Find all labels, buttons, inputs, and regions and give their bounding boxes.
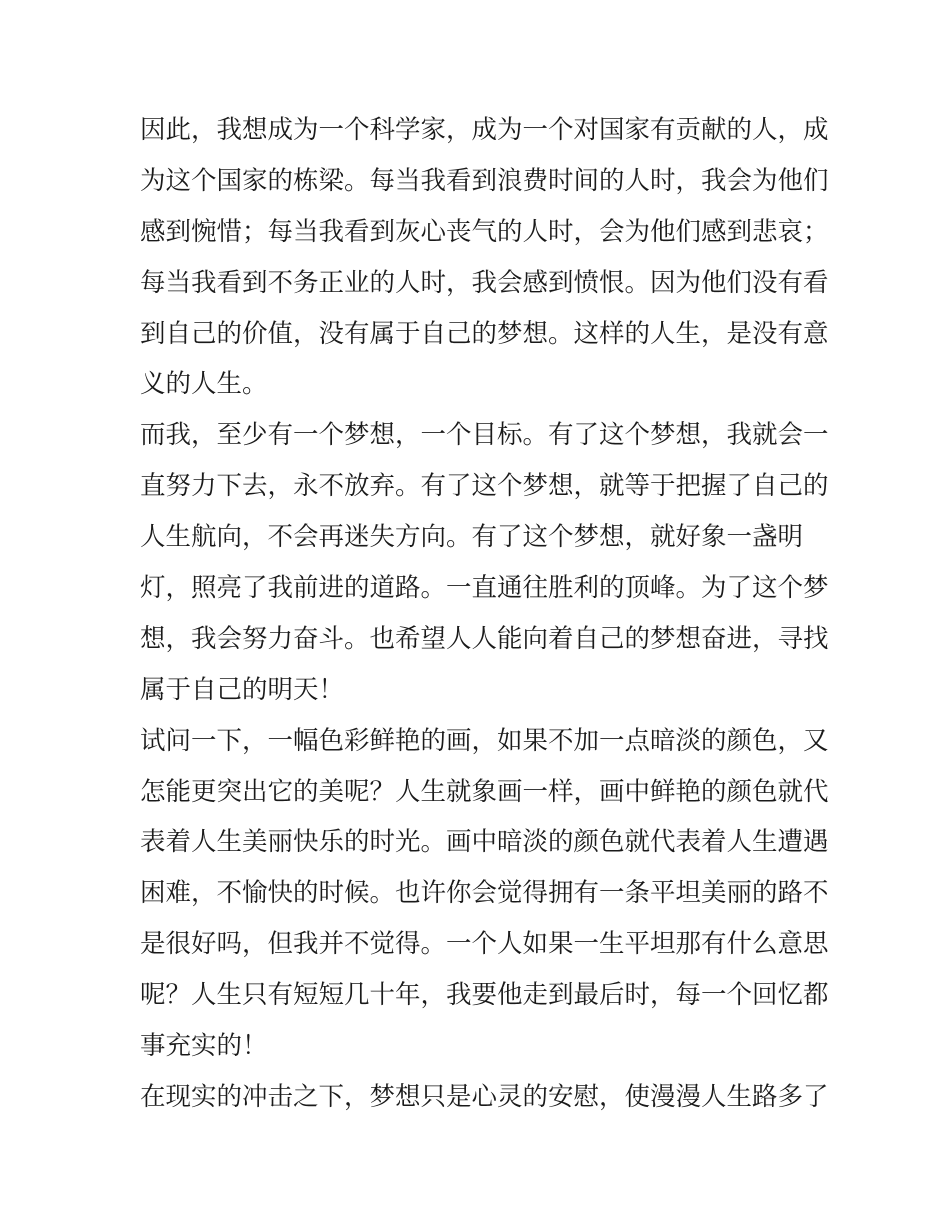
text-line: 是很好吗，但我并不觉得。一个人如果一生平坦那有什么意思 — [140, 929, 829, 960]
text-line: 事充实的！ — [140, 1031, 268, 1062]
text-line: 怎能更突出它的美呢？人生就象画一样，画中鲜艳的颜色就代 — [140, 776, 829, 807]
text-line: 感到惋惜；每当我看到灰心丧气的人时，会为他们感到悲哀； — [140, 216, 829, 247]
text-line: 义的人生。 — [140, 369, 268, 400]
text-line: 人生航向，不会再迷失方向。有了这个梦想，就好象一盏明 — [140, 522, 804, 553]
text-line: 因此，我想成为一个科学家，成为一个对国家有贡献的人，成 — [140, 115, 829, 145]
text-line: 表着人生美丽快乐的时光。画中暗淡的颜色就代表着人生遭遇 — [140, 827, 829, 858]
text-line: 呢？人生只有短短几十年，我要他走到最后时，每一个回忆都 — [140, 980, 829, 1011]
text-line: 为这个国家的栋梁。每当我看到浪费时间的人时，我会为他们 — [140, 165, 829, 196]
text-line: 每当我看到不务正业的人时，我会感到愤恨。因为他们没有看 — [140, 267, 829, 298]
text-line: 在现实的冲击之下，梦想只是心灵的安慰，使漫漫人生路多了 — [140, 1081, 829, 1112]
text-line: 想，我会努力奋斗。也希望人人能向着自己的梦想奋进，寻找 — [140, 623, 829, 654]
text-line: 困难，不愉快的时候。也许你会觉得拥有一条平坦美丽的路不 — [140, 878, 829, 909]
text-line: 到自己的价值，没有属于自己的梦想。这样的人生，是没有意 — [140, 318, 829, 349]
text-line: 灯，照亮了我前进的道路。一直通往胜利的顶峰。为了这个梦 — [140, 573, 829, 604]
body-text — [140, 105, 829, 1123]
text-line: 试问一下，一幅色彩鲜艳的画，如果不加一点暗淡的颜色，又 — [140, 725, 829, 756]
text-line: 而我，至少有一个梦想，一个目标。有了这个梦想，我就会一 — [140, 420, 829, 451]
text-line: 直努力下去，永不放弃。有了这个梦想，就等于把握了自己的 — [140, 471, 829, 502]
text-line: 属于自己的明天！ — [140, 674, 345, 705]
